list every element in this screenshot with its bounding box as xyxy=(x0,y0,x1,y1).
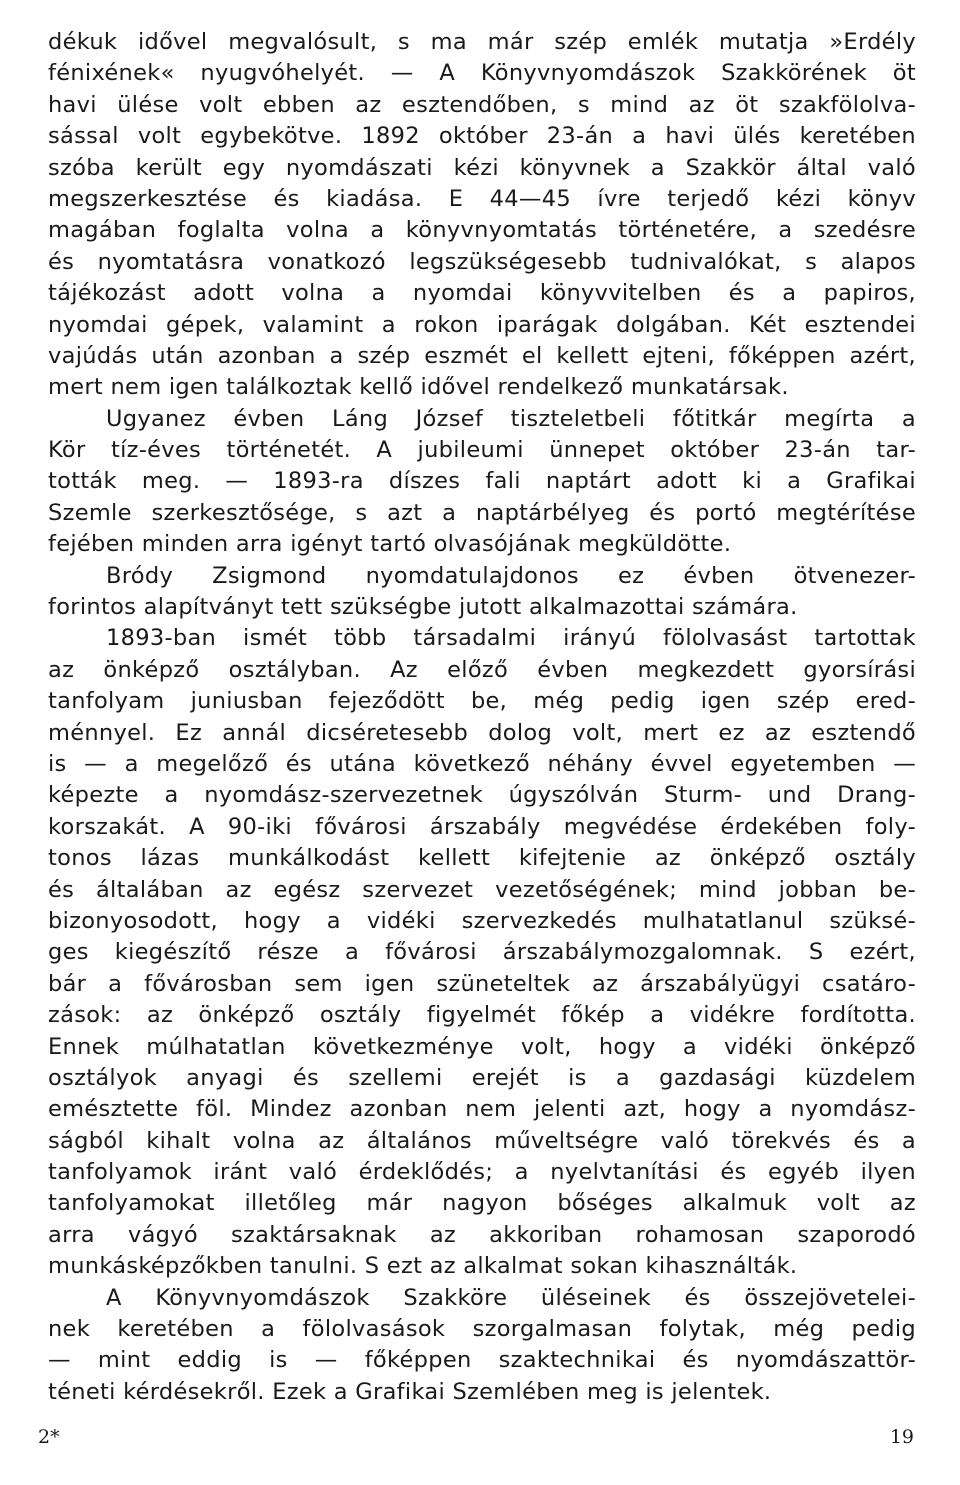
body-text xyxy=(48,27,916,1408)
text-line: ges kiegészítő része a fővárosi árszabálymozgalomnak. S ezért, xyxy=(48,939,916,966)
text-line: Bródy Zsigmond nyomdatulajdonos ez évben ötvenezer- xyxy=(106,562,916,589)
text-line: munkásképzőkben tanulni. S ezt az alkalmat sokan kihasználták. xyxy=(48,1253,798,1280)
text-line: dékuk idővel megvalósult, s ma már szép emlék mutatja »Erdély xyxy=(48,29,916,55)
text-line: forintos alapítványt tett szükségbe jutott alkalmazottai számára. xyxy=(48,594,798,621)
text-line: ságból kihalt volna az általános műveltségre való törekvés és a xyxy=(48,1127,916,1154)
text-line: szóba került egy nyomdászati kézi könyvnek a Szakkör által való xyxy=(48,154,916,181)
text-line: mert nem igen találkoztak kellő idővel rendelkező munkatársak. xyxy=(48,374,789,401)
text-line: Szemle szerkesztősége, s azt a naptárbélyeg és portó megtérítése xyxy=(48,499,916,526)
text-line: bizonyosodott, hogy a vidéki szervezkedés mulhatatlanul szüksé- xyxy=(48,907,916,934)
text-line: arra vágyó szaktársaknak az akkoriban rohamosan szaporodó xyxy=(48,1221,916,1248)
text-line: tájékozást adott volna a nyomdai könyvvitelben és a papiros, xyxy=(48,280,916,307)
text-line: Ennek múlhatatlan következménye volt, hogy a vidéki önképző xyxy=(48,1033,916,1060)
text-line: és általában az egész szervezet vezetőségének; mind jobban be- xyxy=(48,876,916,903)
text-line: bár a fővárosban sem igen szüneteltek az árszabályügyi csatáro- xyxy=(48,970,916,997)
text-line: Ugyanez évben Láng József tiszteletbeli főtitkár megírta a xyxy=(106,405,916,432)
text-line: havi ülése volt ebben az esztendőben, s mind az öt szakfölolva- xyxy=(48,91,916,118)
text-line: vajúdás után azonban a szép eszmét el kellett ejteni, főképpen azért, xyxy=(48,342,916,369)
text-line: osztályok anyagi és szellemi erejét is a gazdasági küzdelem xyxy=(48,1064,916,1091)
text-line: tanfolyamokat illetőleg már nagyon bőséges alkalmuk volt az xyxy=(48,1190,916,1217)
text-line: is — a megelőző és utána következő néhány évvel egyetemben — xyxy=(48,750,916,777)
text-line: képezte a nyomdász-szervezetnek úgyszólván Sturm- und Drang- xyxy=(48,782,916,809)
text-line: tanfolyamok iránt való érdeklődés; a nyelvtanítási és egyéb ilyen xyxy=(48,1159,916,1186)
text-line: korszakát. A 90-iki fővárosi árszabály megvédése érdekében foly- xyxy=(48,813,916,840)
text-line: téneti kérdésekről. Ezek a Grafikai Szemlében meg is jelentek. xyxy=(48,1378,772,1405)
text-line: A Könyvnyomdászok Szakköre üléseinek és összejövetelei- xyxy=(106,1284,916,1311)
text-line: magában foglalta volna a könyvnyomtatás történetére, a szedésre xyxy=(48,217,916,244)
text-line: zások: az önképző osztály figyelmét főkép a vidékre fordította. xyxy=(48,1002,916,1029)
text-line: — mint eddig is — főképpen szaktechnikai és nyomdászattör- xyxy=(48,1347,916,1374)
text-line: Kör tíz-éves történetét. A jubileumi ünnepet október 23-án tar- xyxy=(48,437,916,464)
text-line: fénixének« nyugvóhelyét. — A Könyvnyomdászok Szakkörének öt xyxy=(48,60,916,87)
text-line: és nyomtatásra vonatkozó legszükségesebb tudnivalókat, s alapos xyxy=(48,248,916,275)
text-line: tonos lázas munkálkodást kellett kifejtenie az önképző osztály xyxy=(48,845,916,872)
text-line: emésztette föl. Mindez azonban nem jelenti azt, hogy a nyomdász- xyxy=(48,1096,916,1123)
text-line: megszerkesztése és kiadása. E 44—45 ívre terjedő kézi könyv xyxy=(48,185,916,212)
text-line: az önképző osztályban. Az előző évben megkezdett gyorsírási xyxy=(48,656,916,683)
text-line: fejében minden arra igényt tartó olvasójának megküldötte. xyxy=(48,531,732,558)
text-line: nek keretében a fölolvasások szorgalmasan folytak, még pedig xyxy=(48,1316,916,1343)
signature-mark: 2* xyxy=(38,1426,60,1448)
text-line: sással volt egybekötve. 1892 október 23-án a havi ülés keretében xyxy=(48,123,916,150)
text-line: ménnyel. Ez annál dicséretesebb dolog volt, mert ez az esztendő xyxy=(48,719,916,746)
text-line: nyomdai gépek, valamint a rokon iparágak dolgában. Két esztendei xyxy=(48,311,916,338)
text-line: 1893-ban ismét több társadalmi irányú fölolvasást tartottak xyxy=(106,625,916,652)
text-line: tották meg. — 1893-ra díszes fali naptárt adott ki a Grafikai xyxy=(48,468,916,495)
page-number: 19 xyxy=(889,1426,914,1448)
text-line: tanfolyam juniusban fejeződött be, még pedig igen szép ered- xyxy=(48,688,916,715)
